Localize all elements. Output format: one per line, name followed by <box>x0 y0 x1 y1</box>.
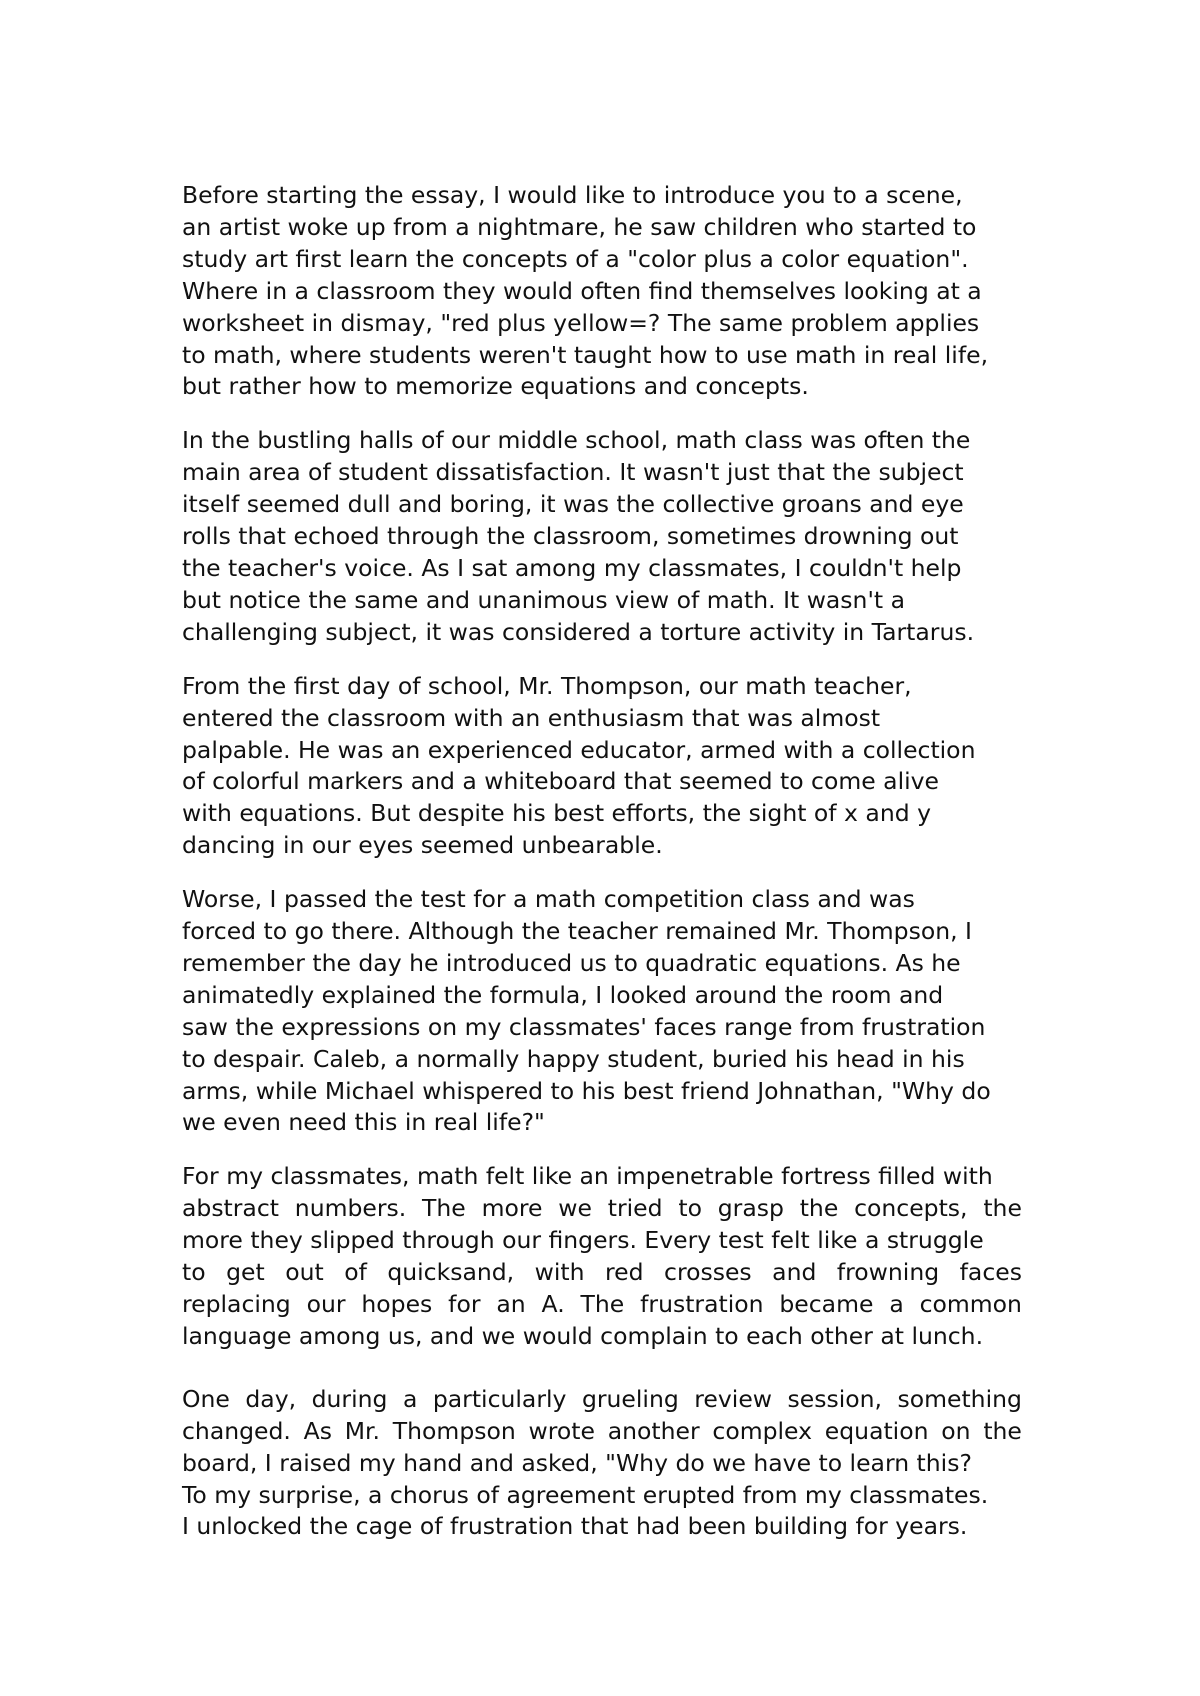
text-line: I unlocked the cage of frustration that had been building for years. <box>182 1512 968 1541</box>
text-line: more they slipped through our fingers. Every test felt like a struggle <box>182 1226 984 1255</box>
text-line: with equations. But despite his best efforts, the sight of x and y <box>182 799 932 828</box>
word: common <box>919 1290 1022 1318</box>
word: became <box>779 1290 874 1318</box>
text-line: worksheet in dismay, "red plus yellow=? The same problem applies <box>182 308 980 337</box>
text-line: study art first learn the concepts of a "color plus a color equation". <box>182 244 969 273</box>
word: a <box>889 1290 904 1318</box>
text-line: the teacher's voice. As I sat among my classmates, I couldn't help <box>182 553 962 582</box>
word: get <box>226 1258 265 1287</box>
word: the <box>799 1194 839 1223</box>
text-line: dancing in our eyes seemed unbearable. <box>182 831 663 860</box>
text-line: challenging subject, it was considered a torture activity in Tartarus. <box>182 617 975 646</box>
word: abstract <box>182 1194 279 1223</box>
text-line: board, I raised my hand and asked, "Why do we have to learn this? <box>182 1448 972 1477</box>
word: red <box>605 1258 644 1287</box>
word: on <box>941 1416 971 1445</box>
paragraph-1 <box>182 180 1022 403</box>
word: during <box>311 1384 388 1413</box>
word: crosses <box>664 1258 752 1287</box>
word: grasp <box>717 1194 784 1223</box>
essay-body <box>182 180 1022 1565</box>
paragraph-3 <box>182 671 1022 862</box>
text-line: but notice the same and unanimous view of math. It wasn't a <box>182 585 905 614</box>
word: Mr. <box>344 1416 381 1445</box>
word: replacing <box>182 1290 291 1318</box>
word: to <box>678 1194 702 1223</box>
text-line: In the bustling halls of our middle school, math class was often the <box>182 426 971 455</box>
text-line: saw the expressions on my classmates' faces range from frustration <box>182 1012 986 1041</box>
word: Thompson <box>392 1416 516 1445</box>
word: out <box>285 1258 324 1287</box>
word: As <box>303 1416 332 1445</box>
word: for <box>448 1290 481 1318</box>
word: A. <box>541 1290 565 1318</box>
text-line: Worse, I passed the test for a math competition class and was <box>182 885 915 914</box>
word: more <box>481 1194 543 1223</box>
paragraph-4 <box>182 884 1022 1139</box>
word: to <box>182 1258 206 1287</box>
word: something <box>897 1384 1022 1413</box>
text-line: To my surprise, a chorus of agreement erupted from my classmates. <box>182 1480 989 1509</box>
text-line <box>182 1416 1022 1448</box>
word: tried <box>607 1194 663 1223</box>
text-line <box>182 1384 1022 1416</box>
text-line: to math, where students weren't taught how to use math in real life, <box>182 340 989 369</box>
word: we <box>558 1194 592 1223</box>
word: frustration <box>640 1290 764 1318</box>
word: The <box>580 1290 625 1318</box>
text-line: rolls that echoed through the classroom, sometimes drowning out <box>182 522 959 551</box>
text-line: to despair. Caleb, a normally happy student, buried his head in his <box>182 1044 965 1073</box>
word: a <box>402 1384 418 1413</box>
word: quicksand, <box>387 1258 515 1287</box>
text-line <box>182 1289 1022 1321</box>
word: another <box>607 1416 700 1445</box>
word: One <box>182 1384 230 1413</box>
paragraph-6 <box>182 1384 1022 1544</box>
word: review <box>694 1384 772 1413</box>
word: equation <box>824 1416 929 1445</box>
word: session, <box>787 1384 882 1413</box>
word: complex <box>712 1416 813 1445</box>
text-line: of colorful markers and a whiteboard that seemed to come alive <box>182 767 940 796</box>
word: grueling <box>581 1384 679 1413</box>
word: frowning <box>836 1258 940 1287</box>
word: wrote <box>528 1416 595 1445</box>
word: of <box>344 1258 367 1287</box>
word: The <box>422 1194 466 1223</box>
text-line: language among us, and we would complain to each other at lunch. <box>182 1321 984 1350</box>
word: numbers. <box>294 1194 407 1223</box>
word: day, <box>245 1384 297 1413</box>
word: with <box>534 1258 585 1287</box>
text-line: entered the classroom with an enthusiasm that was almost <box>182 703 881 732</box>
word: and <box>772 1258 817 1287</box>
word: the <box>983 1194 1022 1223</box>
text-line: remember the day he introduced us to quadratic equations. As he <box>182 948 961 977</box>
word: the <box>983 1416 1022 1445</box>
text-line: we even need this in real life?" <box>182 1108 545 1137</box>
word: changed. <box>182 1416 291 1445</box>
word: concepts, <box>854 1194 968 1223</box>
text-line: animatedly explained the formula, I looked around the room and <box>182 980 944 1009</box>
text-line: arms, while Michael whispered to his best friend Johnathan, "Why do <box>182 1076 991 1105</box>
word: hopes <box>361 1290 433 1318</box>
text-line: For my classmates, math felt like an impenetrable fortress filled with <box>182 1162 993 1191</box>
text-line: palpable. He was an experienced educator, armed with a collection <box>182 735 976 764</box>
text-line: Before starting the essay, I would like to introduce you to a scene, <box>182 181 963 209</box>
text-line: an artist woke up from a nightmare, he saw children who started to <box>182 212 977 241</box>
word: our <box>306 1290 346 1318</box>
paragraph-5 <box>182 1161 1022 1352</box>
text-line <box>182 1193 1022 1225</box>
text-line: From the first day of school, Mr. Thompson, our math teacher, <box>182 671 912 700</box>
word: faces <box>959 1258 1022 1287</box>
text-line: forced to go there. Although the teacher remained Mr. Thompson, I <box>182 917 972 946</box>
text-line: Where in a classroom they would often find themselves looking at a <box>182 276 982 305</box>
paragraph-2 <box>182 425 1022 648</box>
word: particularly <box>432 1384 567 1413</box>
text-line: itself seemed dull and boring, it was the collective groans and eye <box>182 490 964 519</box>
text-line <box>182 1257 1022 1289</box>
text-line: but rather how to memorize equations and concepts. <box>182 372 809 401</box>
word: an <box>496 1290 526 1318</box>
text-line: main area of student dissatisfaction. It wasn't just that the subject <box>182 458 964 487</box>
